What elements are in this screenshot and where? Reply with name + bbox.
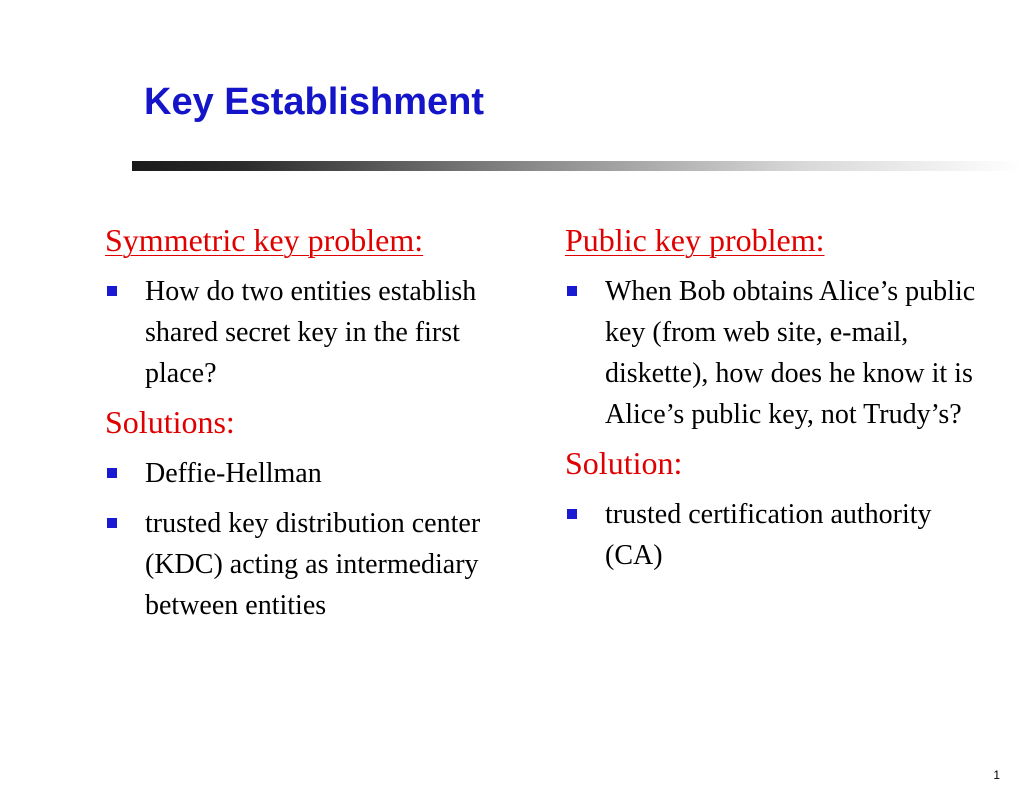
square-bullet-icon bbox=[107, 286, 117, 296]
symmetric-key-problem-heading: Symmetric key problem: bbox=[105, 222, 424, 258]
square-bullet-icon bbox=[107, 468, 117, 478]
square-bullet-icon bbox=[567, 509, 577, 519]
bullet-text: trusted certification authority (CA) bbox=[605, 499, 932, 571]
symmetric-key-column bbox=[105, 218, 515, 626]
slide-title: Key Establishment bbox=[144, 81, 484, 123]
list-item bbox=[105, 453, 515, 494]
public-solution-list bbox=[565, 494, 985, 576]
bullet-text: How do two entities establish shared secret key in the first place? bbox=[145, 276, 477, 389]
square-bullet-icon bbox=[107, 518, 117, 528]
public-key-problem-heading: Public key problem: bbox=[565, 222, 825, 258]
page-number: 1 bbox=[993, 768, 1000, 782]
bullet-text: Deffie-Hellman bbox=[145, 458, 322, 489]
public-key-column bbox=[565, 218, 985, 576]
bullet-text: When Bob obtains Alice’s public key (from web site, e-mail, diskette), how does he know it is Alice’s public key, not Trudy’s? bbox=[605, 276, 976, 430]
solutions-heading: Solutions: bbox=[105, 404, 235, 440]
list-item bbox=[105, 271, 515, 394]
symmetric-problem-list bbox=[105, 271, 515, 394]
solution-heading: Solution: bbox=[565, 445, 683, 481]
square-bullet-icon bbox=[567, 286, 577, 296]
list-item bbox=[565, 494, 985, 576]
title-divider bbox=[132, 161, 1024, 171]
list-item bbox=[105, 503, 515, 626]
symmetric-solutions-list bbox=[105, 453, 515, 626]
bullet-text: trusted key distribution center (KDC) acting as intermediary between entities bbox=[145, 508, 481, 621]
list-item bbox=[565, 271, 985, 435]
public-problem-list bbox=[565, 271, 985, 435]
